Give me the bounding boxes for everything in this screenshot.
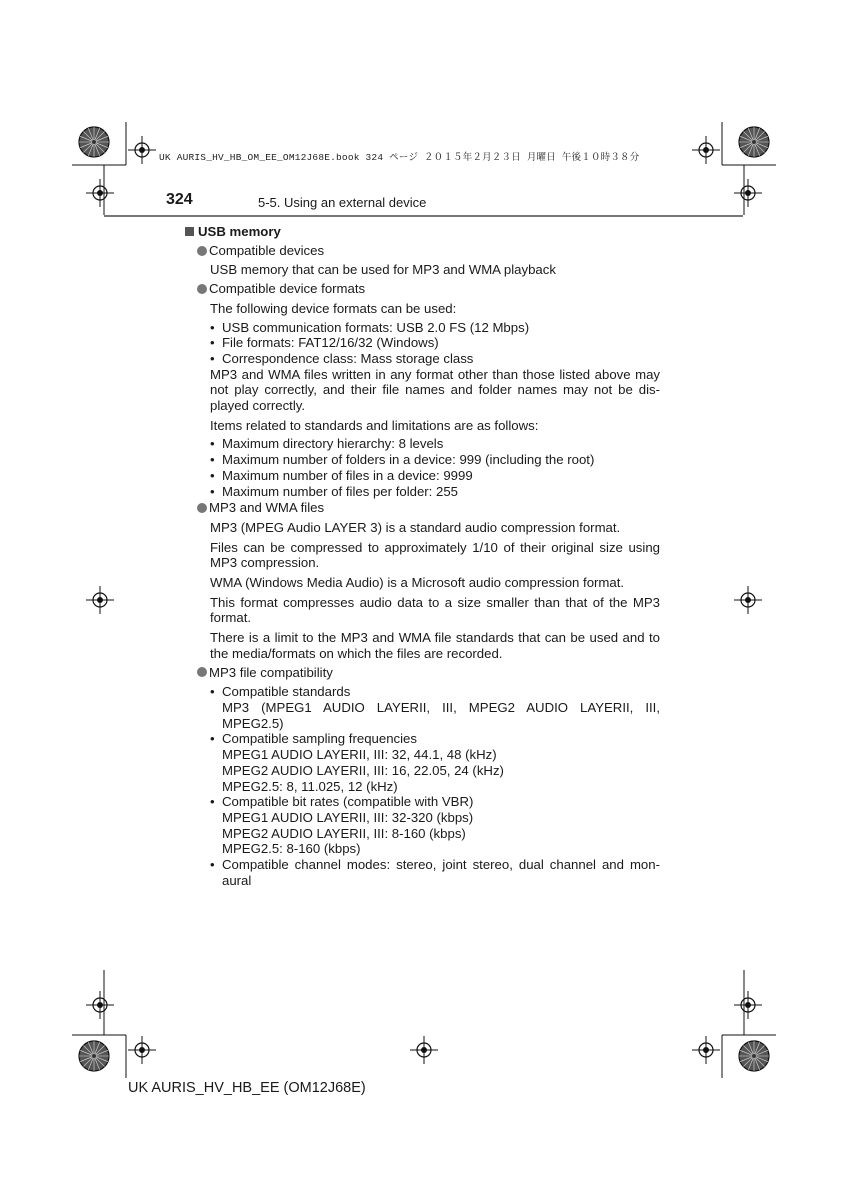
- list-item: • Compatible sampling frequencies: [210, 731, 417, 747]
- list-item: • Maximum number of files in a device: 9999: [210, 467, 473, 483]
- circle-bullet-icon: [197, 284, 207, 294]
- list-subline: MPEG2 AUDIO LAYERII, III: 8-160 (kbps): [222, 825, 466, 841]
- heading-text: USB memory: [198, 224, 281, 239]
- list-subline: MPEG2.5): [222, 715, 284, 731]
- paragraph: Items related to standards and limitations are as follows:: [210, 417, 539, 433]
- list-item: • Compatible standards: [210, 684, 351, 700]
- list-subline: MPEG2.5: 8-160 (kbps): [222, 841, 361, 857]
- circle-bullet-icon: [197, 246, 207, 256]
- list-subline: MPEG2 AUDIO LAYERII, III: 16, 22.05, 24 (kHz): [222, 762, 504, 778]
- list-subline: MPEG2.5: 8, 11.025, 12 (kHz): [222, 778, 398, 794]
- paragraph: There is a limit to the MP3 and WMA file standards that can be used and to the media/formats on which the files are recorded.: [210, 630, 660, 661]
- list-subline: MPEG1 AUDIO LAYERII, III: 32-320 (kbps): [222, 809, 474, 825]
- list-subline: MP3 (MPEG1 AUDIO LAYERII, III, MPEG2 AUDIO LAYERII, III,: [222, 699, 660, 715]
- paragraph: MP3 and WMA files written in any format other than those listed above may not play correctly, and their file names and folder names may not be dis-played correctly.: [210, 366, 660, 414]
- list-subline: MPEG1 AUDIO LAYERII, III: 32, 44.1, 48 (kHz): [222, 747, 497, 763]
- print-info-line: UK AURIS_HV_HB_OM_EE_OM12J68E.book 324 ページ ２０１５年２月２３日 月曜日 午後１０時３８分: [159, 152, 640, 163]
- subheading-mp3-wma-files: MP3 and WMA files: [197, 500, 660, 516]
- list-item: • Maximum directory hierarchy: 8 levels: [210, 436, 444, 452]
- list-item: • File formats: FAT12/16/32 (Windows): [210, 335, 439, 351]
- compatibility-list: [210, 684, 660, 888]
- circle-bullet-icon: [197, 667, 207, 677]
- subheading-mp3-compatibility: MP3 file compatibility: [197, 665, 660, 681]
- usb-memory-heading: [185, 224, 660, 240]
- page-body: [185, 224, 660, 888]
- subheading-compatible-devices: Compatible devices: [197, 243, 660, 259]
- paragraph: Files can be compressed to approximately 1/10 of their original size using MP3 compression.: [210, 539, 660, 571]
- subheading-device-formats: Compatible device formats: [197, 281, 660, 297]
- header-rule: [104, 215, 743, 217]
- paragraph: USB memory that can be used for MP3 and WMA playback: [210, 262, 556, 278]
- page-number: 324: [166, 191, 193, 208]
- circle-bullet-icon: [197, 503, 207, 513]
- paragraph: MP3 (MPEG Audio LAYER 3) is a standard audio compression format.: [210, 519, 621, 535]
- list-item: • Maximum number of folders in a device: 999 (including the root): [210, 452, 595, 468]
- format-list: [210, 320, 660, 367]
- square-bullet-icon: [185, 227, 194, 236]
- list-item: • Correspondence class: Mass storage class: [210, 350, 474, 366]
- list-item: • Compatible channel modes: stereo, joint stereo, dual channel and mon-aural: [210, 857, 660, 888]
- limits-list: [210, 436, 660, 499]
- footer-model-code: UK AURIS_HV_HB_EE (OM12J68E): [128, 1080, 366, 1096]
- list-item: • USB communication formats: USB 2.0 FS (12 Mbps): [210, 319, 530, 335]
- paragraph: WMA (Windows Media Audio) is a Microsoft audio compression format.: [210, 575, 625, 591]
- section-title: 5-5. Using an external device: [258, 195, 427, 210]
- paragraph: The following device formats can be used:: [210, 300, 457, 316]
- list-item: • Compatible bit rates (compatible with VBR): [210, 794, 474, 810]
- paragraph: This format compresses audio data to a size smaller than that of the MP3 format.: [210, 594, 660, 626]
- list-item: • Maximum number of files per folder: 255: [210, 483, 459, 499]
